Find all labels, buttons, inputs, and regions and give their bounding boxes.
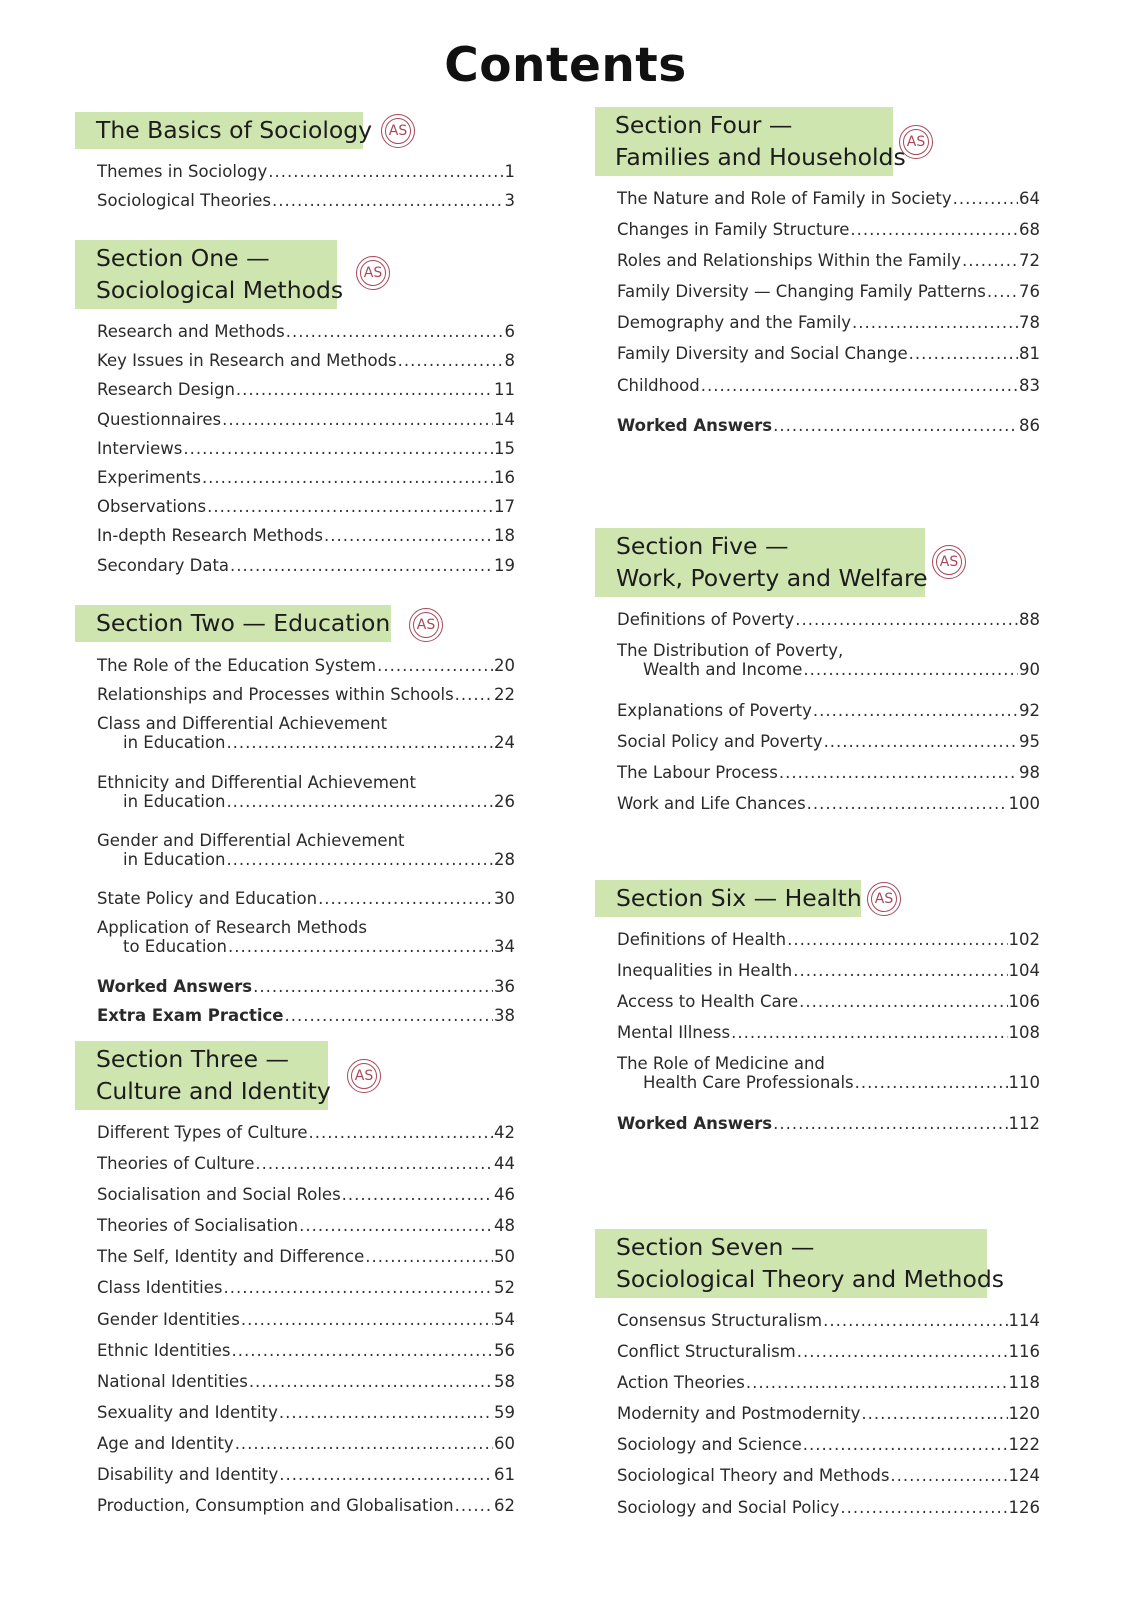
toc-entry[interactable] bbox=[97, 497, 515, 517]
page-number: 61 bbox=[494, 1465, 515, 1485]
section-banner bbox=[75, 1041, 331, 1110]
toc-entry[interactable] bbox=[97, 1465, 515, 1485]
dot-leader bbox=[701, 376, 1018, 396]
section-header bbox=[595, 528, 1040, 597]
toc-entry[interactable] bbox=[97, 831, 515, 870]
toc-entry[interactable] bbox=[97, 351, 515, 371]
section-six bbox=[595, 880, 1040, 1146]
entry-title: Ethnic Identities bbox=[97, 1340, 231, 1360]
section-header bbox=[75, 1041, 515, 1110]
as-badge-icon: AS bbox=[381, 114, 415, 148]
dot-leader bbox=[365, 1247, 493, 1267]
entry-list bbox=[595, 930, 1040, 1134]
toc-entry[interactable] bbox=[97, 656, 515, 676]
toc-entry[interactable] bbox=[97, 191, 515, 211]
entry-title: Family Diversity and Social Change bbox=[617, 344, 908, 364]
as-badge-icon: AS bbox=[409, 608, 443, 642]
entry-title: The Nature and Role of Family in Society bbox=[617, 189, 952, 208]
entry-list bbox=[75, 162, 515, 211]
page-number: 48 bbox=[494, 1216, 515, 1236]
dot-leader bbox=[268, 162, 503, 182]
page-number: 20 bbox=[494, 656, 515, 675]
section-header bbox=[75, 605, 515, 642]
entry-title: Application of Research Methods bbox=[97, 918, 367, 938]
entry-list bbox=[595, 610, 1040, 814]
toc-entry[interactable] bbox=[97, 1216, 515, 1236]
entry-title: Action Theories bbox=[617, 1373, 745, 1393]
page-number: 36 bbox=[494, 977, 515, 997]
dot-leader bbox=[207, 497, 493, 517]
dot-leader bbox=[797, 1342, 1008, 1362]
entry-title: Roles and Relationships Within the Family bbox=[617, 251, 961, 271]
page-number: 50 bbox=[494, 1247, 515, 1267]
entry-title: Gender Identities bbox=[97, 1309, 240, 1329]
page-number: 72 bbox=[1019, 251, 1040, 271]
page-number: 120 bbox=[1008, 1404, 1040, 1424]
page-title: Contents bbox=[444, 38, 687, 93]
toc-entry[interactable] bbox=[617, 763, 1040, 783]
entry-title: Age and Identity bbox=[97, 1433, 234, 1453]
page-number: 58 bbox=[494, 1371, 515, 1391]
dot-leader bbox=[309, 1123, 493, 1143]
toc-entry[interactable] bbox=[617, 794, 1040, 814]
page-number: 86 bbox=[1019, 415, 1040, 435]
page-number: 64 bbox=[1019, 189, 1040, 208]
entry-title: Class Identities bbox=[97, 1278, 223, 1298]
dot-leader bbox=[377, 656, 493, 676]
dot-leader bbox=[850, 220, 1018, 240]
page-number: 108 bbox=[1008, 1023, 1040, 1043]
dot-leader bbox=[962, 251, 1018, 271]
page-number: 34 bbox=[494, 937, 515, 957]
page-number: 59 bbox=[494, 1402, 515, 1422]
toc-entry[interactable] bbox=[97, 526, 515, 546]
toc-entry[interactable] bbox=[97, 1341, 515, 1361]
dot-leader bbox=[807, 794, 1008, 814]
as-badge-icon: AS bbox=[899, 125, 933, 159]
entry-title: Class and Differential Achievement bbox=[97, 714, 388, 734]
page-number: 15 bbox=[494, 438, 515, 458]
dot-leader bbox=[324, 526, 493, 546]
entry-title: Key Issues in Research and Methods bbox=[97, 351, 397, 371]
section-heading-line: Section Three — bbox=[96, 1045, 290, 1073]
section-header bbox=[595, 1229, 1040, 1298]
as-badge-icon: AS bbox=[347, 1059, 381, 1093]
page-number: 78 bbox=[1019, 313, 1040, 333]
page-number: 92 bbox=[1019, 701, 1040, 721]
page-number: 106 bbox=[1008, 992, 1040, 1012]
page-number: 95 bbox=[1019, 732, 1040, 752]
page-number: 126 bbox=[1008, 1497, 1040, 1517]
page-number: 124 bbox=[1008, 1466, 1040, 1486]
dot-leader bbox=[241, 1310, 493, 1330]
entry-title: State Policy and Education bbox=[97, 888, 318, 908]
entry-title: Worked Answers bbox=[617, 415, 773, 435]
page-number: 118 bbox=[1008, 1373, 1040, 1393]
page-number: 114 bbox=[1008, 1311, 1040, 1330]
dot-leader bbox=[795, 610, 1018, 630]
entry-title: Observations bbox=[97, 497, 207, 517]
page-number: 28 bbox=[494, 849, 515, 869]
dot-leader bbox=[284, 1006, 493, 1026]
toc-entry[interactable] bbox=[617, 376, 1040, 396]
toc-entry[interactable] bbox=[617, 1498, 1040, 1518]
section-heading-line: Section Two — Education bbox=[96, 609, 391, 637]
dot-leader bbox=[779, 763, 1018, 783]
entry-title: Secondary Data bbox=[97, 555, 230, 575]
toc-entry[interactable] bbox=[617, 1114, 1040, 1134]
toc-entry[interactable] bbox=[617, 732, 1040, 752]
entry-title: Questionnaires bbox=[97, 409, 222, 429]
dot-leader bbox=[272, 191, 504, 211]
toc-entry[interactable] bbox=[97, 889, 515, 909]
entry-list bbox=[75, 1123, 515, 1516]
section-heading-line: Sociological Methods bbox=[96, 276, 344, 304]
entry-title: Extra Exam Practice bbox=[97, 1006, 284, 1026]
as-badge-icon: AS bbox=[932, 545, 966, 579]
page-number: 30 bbox=[494, 888, 515, 908]
toc-entry[interactable] bbox=[97, 1372, 515, 1392]
entry-title: Theories of Socialisation bbox=[97, 1216, 299, 1236]
page-number: 81 bbox=[1019, 344, 1040, 364]
section-heading-line: Section One — bbox=[96, 244, 270, 272]
entry-title: Different Types of Culture bbox=[97, 1123, 308, 1142]
toc-entry[interactable] bbox=[617, 189, 1040, 209]
page-number: 116 bbox=[1008, 1342, 1040, 1362]
page-number: 56 bbox=[494, 1340, 515, 1360]
section-heading-line: Sociological Theory and Methods bbox=[616, 1265, 1004, 1293]
section-heading-line: Culture and Identity bbox=[96, 1077, 331, 1105]
toc-entry[interactable] bbox=[97, 439, 515, 459]
section-basics bbox=[75, 112, 515, 220]
page-number: 18 bbox=[494, 526, 515, 546]
page-number: 54 bbox=[494, 1309, 515, 1329]
dot-leader bbox=[318, 889, 493, 909]
section-seven bbox=[595, 1229, 1040, 1529]
dot-leader bbox=[455, 1496, 493, 1516]
toc-entry[interactable] bbox=[617, 961, 1040, 981]
entry-title: Sociology and Social Policy bbox=[617, 1497, 840, 1517]
dot-leader bbox=[455, 685, 493, 705]
page-number: 98 bbox=[1019, 763, 1040, 783]
entry-title: Modernity and Postmodernity bbox=[617, 1404, 861, 1424]
page-number: 22 bbox=[494, 685, 515, 705]
dot-leader bbox=[232, 1341, 493, 1361]
page-number: 122 bbox=[1008, 1435, 1040, 1455]
toc-entry[interactable] bbox=[97, 1154, 515, 1174]
toc-entry[interactable] bbox=[617, 1342, 1040, 1362]
page-number: 90 bbox=[1019, 660, 1040, 680]
section-banner bbox=[595, 1229, 1004, 1298]
dot-leader bbox=[255, 1154, 493, 1174]
page-number: 16 bbox=[494, 467, 515, 487]
toc-entry[interactable] bbox=[617, 220, 1040, 240]
toc-entry[interactable] bbox=[617, 344, 1040, 364]
page-number: 8 bbox=[504, 351, 515, 371]
entry-title: Sociology and Science bbox=[617, 1435, 802, 1455]
as-badge-icon: AS bbox=[867, 882, 901, 916]
toc-entry[interactable] bbox=[617, 1466, 1040, 1486]
entry-title: Relationships and Processes within Schools bbox=[97, 685, 454, 705]
dot-leader bbox=[235, 1434, 493, 1454]
toc-entry[interactable] bbox=[97, 1185, 515, 1205]
page-number: 1 bbox=[504, 162, 515, 181]
dot-leader bbox=[803, 1435, 1008, 1455]
page-number: 11 bbox=[494, 380, 515, 400]
toc-entry[interactable] bbox=[617, 251, 1040, 271]
dot-leader bbox=[773, 416, 1018, 436]
entry-title: National Identities bbox=[97, 1371, 248, 1391]
dot-leader bbox=[890, 1466, 1007, 1486]
entry-title: Disability and Identity bbox=[97, 1465, 279, 1485]
entry-title: Explanations of Poverty bbox=[617, 701, 812, 721]
dot-leader bbox=[249, 1372, 493, 1392]
section-header bbox=[75, 112, 515, 149]
dot-leader bbox=[746, 1373, 1008, 1393]
toc-entry[interactable] bbox=[617, 992, 1040, 1012]
page-number: 76 bbox=[1019, 282, 1040, 302]
section-banner bbox=[75, 240, 344, 309]
page-number: 68 bbox=[1019, 220, 1040, 240]
entry-list bbox=[75, 656, 515, 1026]
dot-leader bbox=[953, 189, 1018, 209]
page-number: 38 bbox=[494, 1006, 515, 1026]
entry-title: Production, Consumption and Globalisation bbox=[97, 1496, 454, 1516]
section-heading-line: Section Five — bbox=[616, 532, 789, 560]
entry-title: Work and Life Chances bbox=[617, 794, 806, 814]
entry-title: Social Policy and Poverty bbox=[617, 732, 823, 752]
section-heading-line: Families and Households bbox=[615, 143, 906, 171]
entry-title: Mental Illness bbox=[617, 1023, 731, 1043]
dot-leader bbox=[228, 937, 493, 957]
toc-entry[interactable] bbox=[97, 918, 515, 957]
entry-title: Ethnicity and Differential Achievement bbox=[97, 772, 416, 792]
page-number: 62 bbox=[494, 1496, 515, 1516]
dot-leader bbox=[861, 1404, 1007, 1424]
page-number: 26 bbox=[494, 791, 515, 811]
page-number: 17 bbox=[494, 497, 515, 517]
entry-list bbox=[595, 189, 1040, 436]
toc-entry[interactable] bbox=[617, 1023, 1040, 1043]
entry-title: The Role of Medicine and bbox=[617, 1054, 825, 1074]
dot-leader bbox=[840, 1498, 1007, 1518]
page-number: 88 bbox=[1019, 610, 1040, 629]
dot-leader bbox=[236, 380, 493, 400]
as-badge-icon: AS bbox=[356, 256, 390, 290]
entry-title: Experiments bbox=[97, 467, 201, 487]
page-number: 44 bbox=[494, 1154, 515, 1174]
toc-entry[interactable] bbox=[617, 610, 1040, 630]
section-three bbox=[75, 1041, 515, 1527]
entry-title: Themes in Sociology bbox=[97, 162, 268, 181]
section-banner bbox=[595, 107, 906, 176]
dot-leader bbox=[731, 1023, 1007, 1043]
dot-leader bbox=[279, 1403, 493, 1423]
page-number: 6 bbox=[504, 322, 515, 341]
dot-leader bbox=[813, 701, 1018, 721]
toc-entry[interactable] bbox=[617, 416, 1040, 436]
toc-entry[interactable] bbox=[617, 1404, 1040, 1424]
entry-title: In-depth Research Methods bbox=[97, 526, 323, 546]
entry-title: Health Care Professionals bbox=[643, 1073, 854, 1093]
dot-leader bbox=[230, 556, 493, 576]
toc-entry[interactable] bbox=[617, 701, 1040, 721]
entry-title: Childhood bbox=[617, 375, 700, 395]
entry-title: Theories of Culture bbox=[97, 1154, 255, 1174]
dot-leader bbox=[226, 733, 493, 753]
dot-leader bbox=[226, 792, 493, 812]
entry-title: Research and Methods bbox=[97, 322, 285, 341]
toc-entry[interactable] bbox=[97, 468, 515, 488]
entry-title: The Role of the Education System bbox=[97, 656, 377, 675]
toc-entry[interactable] bbox=[617, 1311, 1040, 1331]
dot-leader bbox=[342, 1185, 493, 1205]
section-heading-line: Section Six — Health bbox=[616, 884, 862, 912]
entry-title: Definitions of Poverty bbox=[617, 610, 795, 629]
section-four bbox=[595, 107, 1040, 447]
section-banner bbox=[595, 880, 861, 917]
dot-leader bbox=[987, 282, 1018, 302]
dot-leader bbox=[855, 1073, 1008, 1093]
dot-leader bbox=[852, 313, 1018, 333]
entry-title: Access to Health Care bbox=[617, 992, 799, 1012]
page-number: 46 bbox=[494, 1185, 515, 1205]
dot-leader bbox=[299, 1216, 493, 1236]
toc-entry[interactable] bbox=[617, 641, 1040, 680]
dot-leader bbox=[823, 1311, 1007, 1331]
section-header bbox=[595, 107, 1040, 176]
dot-leader bbox=[773, 1114, 1007, 1134]
dot-leader bbox=[909, 344, 1018, 364]
entry-title: The Distribution of Poverty, bbox=[617, 641, 844, 661]
section-header bbox=[75, 240, 515, 309]
page-number: 42 bbox=[494, 1123, 515, 1142]
dot-leader bbox=[226, 850, 493, 870]
toc-entry[interactable] bbox=[97, 380, 515, 400]
dot-leader bbox=[799, 992, 1007, 1012]
toc-entry[interactable] bbox=[97, 714, 515, 753]
page-number: 112 bbox=[1008, 1114, 1040, 1134]
entry-title: Changes in Family Structure bbox=[617, 220, 850, 240]
entry-title: Conflict Structuralism bbox=[617, 1342, 796, 1362]
section-heading-line: Section Seven — bbox=[616, 1233, 815, 1261]
dot-leader bbox=[803, 660, 1018, 680]
toc-entry[interactable] bbox=[97, 1403, 515, 1423]
entry-title: Demography and the Family bbox=[617, 313, 852, 333]
entry-title: Sociological Theory and Methods bbox=[617, 1466, 890, 1486]
entry-title: The Labour Process bbox=[617, 763, 778, 783]
entry-title: Worked Answers bbox=[617, 1114, 773, 1134]
page-number: 3 bbox=[504, 191, 515, 210]
toc-entry[interactable] bbox=[617, 1373, 1040, 1393]
toc-entry[interactable] bbox=[97, 1434, 515, 1454]
entry-title: Worked Answers bbox=[97, 977, 253, 997]
page-number: 52 bbox=[494, 1278, 515, 1298]
entry-title: in Education bbox=[123, 791, 226, 811]
toc-entry[interactable] bbox=[97, 1310, 515, 1330]
dot-leader bbox=[824, 732, 1018, 752]
section-one bbox=[75, 240, 515, 585]
page-number: 102 bbox=[1008, 930, 1040, 949]
page-number: 60 bbox=[494, 1433, 515, 1453]
toc-entry[interactable] bbox=[97, 773, 515, 812]
entry-title: to Education bbox=[123, 937, 227, 957]
toc-entry[interactable] bbox=[97, 1247, 515, 1267]
entry-title: Research Design bbox=[97, 380, 235, 400]
entry-title: Sociological Theories bbox=[97, 191, 271, 210]
dot-leader bbox=[222, 410, 493, 430]
entry-title: in Education bbox=[123, 849, 226, 869]
dot-leader bbox=[398, 351, 504, 371]
page-number: 104 bbox=[1008, 961, 1040, 981]
toc-entry[interactable] bbox=[97, 162, 515, 182]
entry-title: Inequalities in Health bbox=[617, 961, 793, 981]
dot-leader bbox=[253, 977, 493, 997]
page-number: 19 bbox=[494, 555, 515, 575]
dot-leader bbox=[286, 322, 504, 342]
entry-title: Wealth and Income bbox=[643, 660, 803, 680]
toc-entry[interactable] bbox=[617, 1054, 1040, 1093]
page-number: 100 bbox=[1008, 794, 1040, 814]
entry-title: Socialisation and Social Roles bbox=[97, 1185, 341, 1205]
toc-entry[interactable] bbox=[617, 282, 1040, 302]
dot-leader bbox=[223, 1278, 493, 1298]
section-banner bbox=[595, 528, 928, 597]
entry-title: Sexuality and Identity bbox=[97, 1402, 278, 1422]
dot-leader bbox=[279, 1465, 493, 1485]
entry-title: in Education bbox=[123, 733, 226, 753]
entry-list bbox=[595, 1311, 1040, 1518]
toc-entry[interactable] bbox=[97, 322, 515, 342]
section-two bbox=[75, 605, 515, 1036]
page-number: 83 bbox=[1019, 375, 1040, 395]
entry-title: Interviews bbox=[97, 438, 183, 458]
toc-entry[interactable] bbox=[97, 1496, 515, 1516]
toc-entry[interactable] bbox=[97, 410, 515, 430]
entry-title: Family Diversity — Changing Family Patterns bbox=[617, 282, 986, 302]
toc-entry[interactable] bbox=[617, 313, 1040, 333]
section-banner bbox=[75, 605, 391, 642]
entry-title: Gender and Differential Achievement bbox=[97, 830, 405, 850]
page-number: 24 bbox=[494, 733, 515, 753]
dot-leader bbox=[202, 468, 493, 488]
dot-leader bbox=[793, 961, 1007, 981]
toc-entry[interactable] bbox=[97, 1123, 515, 1143]
entry-title: Consensus Structuralism bbox=[617, 1311, 823, 1330]
page-number: 14 bbox=[494, 409, 515, 429]
entry-list bbox=[75, 322, 515, 576]
entry-title: The Self, Identity and Difference bbox=[97, 1247, 365, 1267]
toc-entry[interactable] bbox=[617, 1435, 1040, 1455]
toc-entry[interactable] bbox=[617, 930, 1040, 950]
entry-title: Definitions of Health bbox=[617, 930, 787, 949]
dot-leader bbox=[183, 439, 493, 459]
page-number: 110 bbox=[1008, 1073, 1040, 1093]
toc-entry[interactable] bbox=[97, 1278, 515, 1298]
toc-entry[interactable] bbox=[97, 1006, 515, 1026]
section-banner bbox=[75, 112, 373, 149]
toc-entry[interactable] bbox=[97, 685, 515, 705]
section-heading-line: Work, Poverty and Welfare bbox=[616, 564, 928, 592]
section-heading-line: Section Four — bbox=[615, 111, 793, 139]
toc-entry[interactable] bbox=[97, 977, 515, 997]
section-five bbox=[595, 528, 1040, 826]
dot-leader bbox=[787, 930, 1007, 950]
section-header bbox=[595, 880, 1040, 917]
section-heading-line: The Basics of Sociology bbox=[96, 116, 373, 144]
toc-entry[interactable] bbox=[97, 556, 515, 576]
